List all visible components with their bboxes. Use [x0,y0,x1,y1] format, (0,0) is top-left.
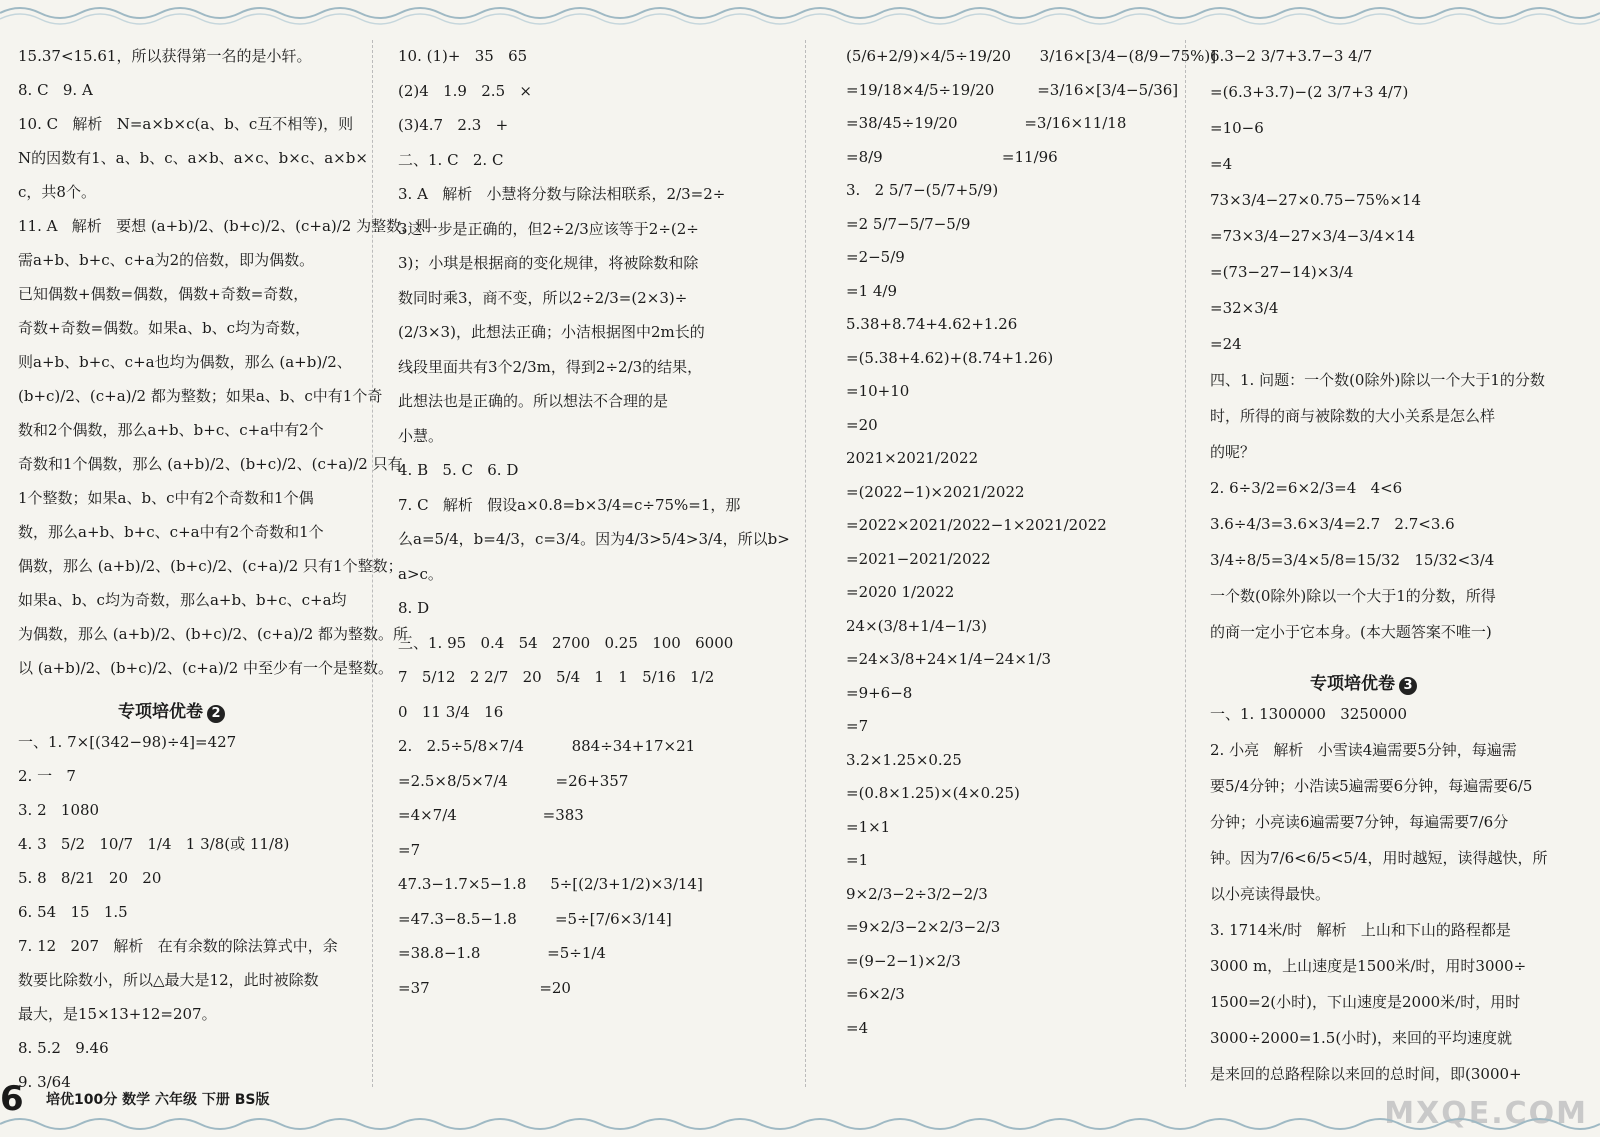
answer-line: (2)4 1.9 2.5 × [398,81,532,100]
answer-line: =7 [398,840,421,859]
answer-line: =2022×2021/2022−1×2021/2022 [846,516,1107,534]
section-number-badge: 2 [207,705,225,723]
answer-line: =(5.38+4.62)+(8.74+1.26) [846,348,1054,367]
answer-line: 3这一步是正确的，但2÷2/3应该等于2÷(2÷ [398,219,699,238]
answer-line: 8. 5.2 9.46 [18,1039,109,1057]
answer-line: (2/3×3)，此想法正确；小洁根据图中2m长的 [398,323,705,341]
answer-line: 11. A 解析 要想 (a+b)/2、(b+c)/2、(c+a)/2 为整数，则 [18,217,432,235]
answer-line: 4. B 5. C 6. D [398,461,519,479]
answer-line: 3000÷2000=1.5(小时)，来回的平均速度就 [1210,1029,1513,1047]
answer-line: =(6.3+3.7)−(2 3/7+3 4/7) [1210,83,1409,101]
answer-line: 需a+b、b+c、c+a为2的倍数，即为偶数。 [18,251,315,269]
answer-line: 2. 2.5÷5/8×7/4 884÷34+17×21 [398,737,696,755]
answer-line: a>c。 [398,564,443,583]
answer-line: =8/9 =11/96 [846,147,1058,166]
answer-line: =38/45÷19/20 =3/16×11/18 [846,114,1127,132]
answer-line: =9×2/3−2×2/3−2/3 [846,918,1001,936]
section-title-text: 专项培优卷 [1310,674,1395,694]
answer-line: 小慧。 [398,426,444,445]
answer-line: 四、1. 问题：一个数(0除外)除以一个大于1的分数 [1210,371,1545,389]
answer-line: 1个整数；如果a、b、c中有2个奇数和1个偶 [18,489,314,507]
answer-line: =(0.8×1.25)×(4×0.25) [846,784,1020,802]
answer-line: 8. D [398,599,430,617]
answer-line: 7 5/12 2 2/7 20 5/4 1 1 5/16 1/2 [398,668,715,686]
answer-line: 分钟；小亮读6遍需要7分钟，每遍需要7/6分 [1210,813,1509,831]
answer-line: =37 =20 [398,978,571,997]
answer-line: 2. 小亮 解析 小雪读4遍需要5分钟，每遍需 [1210,741,1517,759]
answer-line: 钟。因为7/6<6/5<5/4，用时越短，读得越快，所 [1210,849,1548,867]
answer-line: 3.6÷4/3=3.6×3/4=2.7 2.7<3.6 [1210,515,1455,533]
answer-line: 么a=5/4，b=4/3，c=3/4。因为4/3>5/4>3/4，所以b> [398,530,790,548]
answer-line: =2021−2021/2022 [846,549,991,568]
answer-line: 的商一定小于它本身。(本大题答案不唯一) [1210,623,1492,641]
answer-line: =4 [1210,155,1233,173]
answer-line: 三、1. 95 0.4 54 2700 0.25 100 6000 [398,633,734,652]
answer-line: (3)4.7 2.3 + [398,116,509,134]
answer-line: =1×1 [846,817,891,836]
answer-line: 数同时乘3，商不变，所以2÷2/3=(2×3)÷ [398,288,688,307]
bottom-wave-border [0,1111,1600,1137]
answer-line: (b+c)/2、(c+a)/2 都为整数；如果a、b、c中有1个奇 [18,387,383,405]
answer-line: 2021×2021/2022 [846,449,979,467]
section-number-badge: 3 [1399,677,1417,695]
answer-line: 奇数和1个偶数，那么 (a+b)/2、(b+c)/2、(c+a)/2 只有 [18,455,403,473]
answer-line: 最大，是15×13+12=207。 [18,1005,217,1023]
answer-line: =20 [846,415,878,434]
answer-line: 以小亮读得最快。 [1210,885,1331,903]
answer-line: =9+6−8 [846,683,913,702]
answer-line: 二、1. C 2. C [398,150,504,169]
answer-line: 5. 8 8/21 20 20 [18,869,162,887]
answer-line: 10. (1)+ 35 65 [398,47,528,65]
answer-line: 数和2个偶数，那么a+b、b+c、c+a中有2个 [18,421,324,439]
answer-line: 24×(3/8+1/4−1/3) [846,616,987,635]
answer-line: =38.8−1.8 =5÷1/4 [398,944,606,962]
answer-line: 3/4÷8/5=3/4×5/8=15/32 15/32<3/4 [1210,551,1495,569]
answer-line: =(73−27−14)×3/4 [1210,263,1354,281]
answer-line: 7. 12 207 解析 在有余数的除法算式中，余 [18,937,338,955]
answer-line: =73×3/4−27×3/4−3/4×14 [1210,227,1416,245]
answer-line: =10−6 [1210,119,1264,137]
answer-line: 3. 2 5/7−(5/7+5/9) [846,181,999,199]
answer-line: 已知偶数+偶数=偶数，偶数+奇数=奇数， [18,285,309,303]
answer-line: =10+10 [846,382,910,400]
answer-line: 2. 6÷3/2=6×2/3=4 4<6 [1210,479,1403,497]
answer-line: N的因数有1、a、b、c、a×b、a×c、b×c、a×b× [18,149,368,167]
answer-line: 6. 54 15 1.5 [18,903,128,921]
answer-line: 3000 m，上山速度是1500米/时，用时3000÷ [1210,957,1527,975]
answer-line: =24×3/8+24×1/4−24×1/3 [846,650,1052,668]
section-title [1310,674,1417,695]
answer-line: 数要比除数小，所以△最大是12，此时被除数 [18,971,319,989]
answer-line: 6.3−2 3/7+3.7−3 4/7 [1210,47,1373,65]
answer-line: =1 4/9 [846,281,898,300]
answer-line: 3. A 解析 小慧将分数与除法相联系，2/3=2÷ [398,185,726,203]
answer-line: 是来回的总路程除以来回的总时间，即(3000+ [1210,1065,1522,1083]
answer-line: =24 [1210,335,1242,353]
answer-line: 此想法也是正确的。所以想法不合理的是 [398,392,669,410]
answer-line: 3.2×1.25×0.25 [846,750,962,769]
answer-line: 0 11 3/4 16 [398,702,504,721]
answer-line: c，共8个。 [18,183,96,201]
answer-line: =1 [846,851,869,869]
answer-line: 以 (a+b)/2、(b+c)/2、(c+a)/2 中至少有一个是整数。 [18,659,394,677]
section-title-text: 专项培优卷 [118,702,203,722]
answer-line: 如果a、b、c均为奇数，那么a+b、b+c、c+a均 [18,591,347,609]
answer-line: =(2022−1)×2021/2022 [846,482,1025,501]
answer-line: =(9−2−1)×2/3 [846,951,961,970]
answer-line: =19/18×4/5÷19/20 =3/16×[3/4−5/36] [846,80,1179,99]
answer-line: =2020 1/2022 [846,583,955,601]
answer-line: 2. 一 7 [18,767,76,785]
column-divider [1185,40,1186,1087]
footer-text: 培优100分 数学 六年级 下册 BS版 [46,1092,270,1108]
answer-line: 3. 1714米/时 解析 上山和下山的路程都是 [1210,921,1511,939]
answer-line: 的呢？ [1210,443,1256,461]
answer-line: 15.37<15.61，所以获得第一名的是小轩。 [18,47,312,65]
answer-line: 9×2/3−2÷3/2−2/3 [846,884,988,903]
answer-line: 7. C 解析 假设a×0.8=b×3/4=c÷75%=1，那 [398,495,741,514]
answer-line: 4. 3 5/2 10/7 1/4 1 3/8(或 11/8) [18,835,290,853]
answer-line: 一个数(0除外)除以一个大于1的分数，所得 [1210,587,1496,605]
answer-line: =32×3/4 [1210,299,1279,317]
answer-line: 10. C 解析 N=a×b×c(a、b、c互不相等)，则 [18,115,354,133]
answer-line: 73×3/4−27×0.75−75%×14 [1210,191,1421,209]
answer-line: 奇数+奇数=偶数。如果a、b、c均为奇数， [18,319,311,337]
section-title [118,702,225,723]
answer-line: =2 5/7−5/7−5/9 [846,214,971,233]
answer-line: 3. 2 1080 [18,801,100,819]
answer-line: =47.3−8.5−1.8 =5÷[7/6×3/14] [398,909,672,928]
answer-line: 线段里面共有3个2/3m，得到2÷2/3的结果， [398,357,703,376]
answer-line: 1500=2(小时)，下山速度是2000米/时，用时 [1210,993,1521,1011]
answer-line: =2−5/9 [846,248,905,266]
answer-line: =7 [846,717,869,735]
answer-line: (5/6+2/9)×4/5÷19/20 3/16×[3/4−(8/9−75%)] [846,47,1217,65]
watermark-logo: MXQE.COM [1384,1096,1588,1131]
answer-line: 47.3−1.7×5−1.8 5÷[(2/3+1/2)×3/14] [398,875,703,893]
answer-line: =2.5×8/5×7/4 =26+357 [398,771,629,790]
answer-line: 一、1. 7×[(342−98)÷4]=427 [18,733,237,751]
answer-line: =4 [846,1018,869,1037]
answer-line: 一、1. 1300000 3250000 [1210,705,1407,723]
answer-line: =6×2/3 [846,985,905,1003]
answer-line: 3)；小琪是根据商的变化规律，将被除数和除 [398,254,699,272]
answer-line: 8. C 9. A [18,81,93,99]
answer-line: 5.38+8.74+4.62+1.26 [846,315,1018,333]
answer-line: 要5/4分钟；小浩读5遍需要6分钟，每遍需要6/5 [1210,777,1533,795]
answer-line: 时，所得的商与被除数的大小关系是怎么样 [1210,407,1496,425]
answer-line: 为偶数，那么 (a+b)/2、(b+c)/2、(c+a)/2 都为整数。所 [18,625,409,643]
answer-line: 数，那么a+b、b+c、c+a中有2个奇数和1个 [18,523,324,541]
answer-line: 偶数，那么 (a+b)/2、(b+c)/2、(c+a)/2 只有1个整数； [18,557,403,575]
column-divider [805,40,806,1087]
answer-line: 9. 3/64 [18,1073,71,1091]
answer-line: 则a+b、b+c、c+a也均为偶数，那么 (a+b)/2、 [18,353,352,371]
top-wave-border [0,0,1600,26]
answer-line: =4×7/4 =383 [398,806,584,824]
page-number: 6 [0,1079,24,1119]
